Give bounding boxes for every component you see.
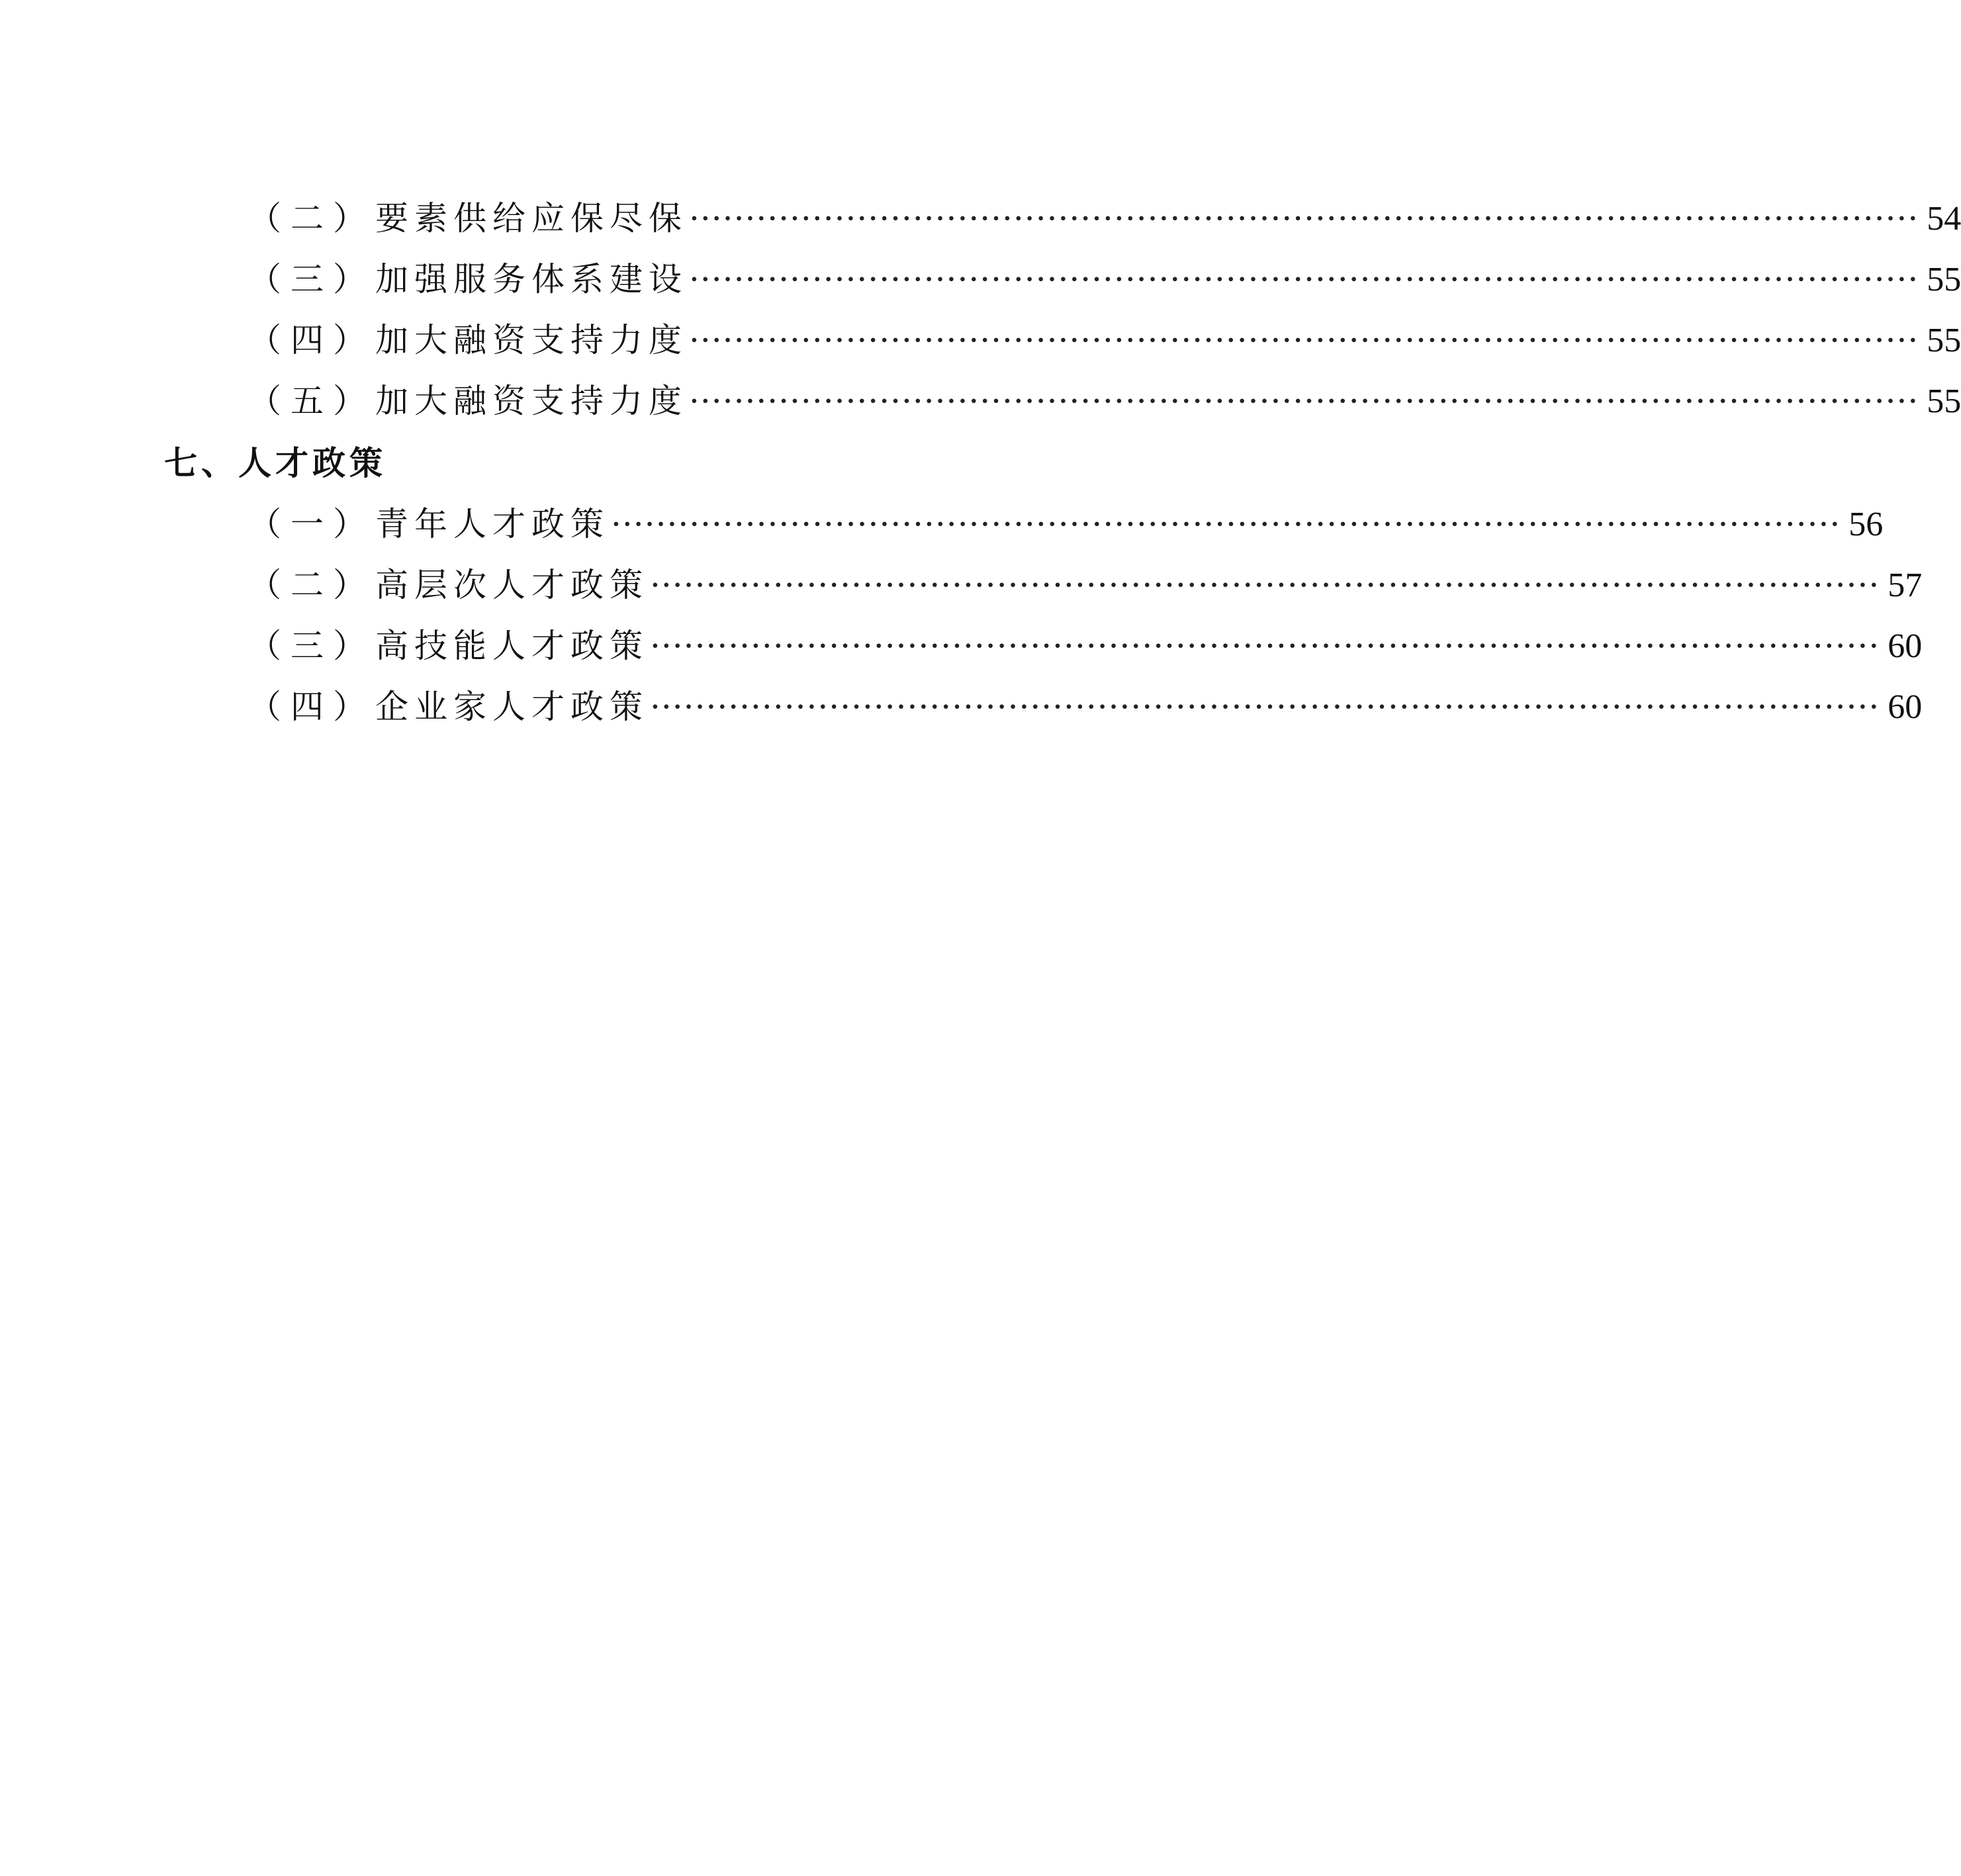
dot-leader: ·············································································································· <box>611 505 1841 543</box>
toc-entry-title: 加大融资支持力度 <box>375 321 688 359</box>
toc-entry-number: （三） <box>248 260 375 298</box>
toc-entry-number: （五） <box>248 382 375 420</box>
dot-leader: ·············································································································· <box>650 566 1880 604</box>
dot-leader: ·············································································································· <box>689 321 1919 359</box>
toc-entry-title: 高层次人才政策 <box>375 566 649 604</box>
toc-entry-title: 高技能人才政策 <box>375 627 649 665</box>
toc-entry[interactable] <box>248 195 1961 242</box>
toc-page-number: 60 <box>1888 627 1923 665</box>
toc-entry-number: （四） <box>248 688 375 726</box>
toc-entry-title: 青年人才政策 <box>375 505 610 543</box>
toc-page-number: 57 <box>1888 566 1923 604</box>
toc-page-number: 55 <box>1927 261 1961 298</box>
toc-page-number: 55 <box>1927 322 1961 359</box>
dot-leader: ·············································································································· <box>650 688 1880 726</box>
toc-entry[interactable] <box>248 500 1884 548</box>
toc-page-number: 56 <box>1848 506 1884 543</box>
dot-leader: ·············································································································· <box>689 382 1919 420</box>
toc-entry[interactable] <box>248 561 1923 609</box>
toc-page-number: 55 <box>1927 382 1961 420</box>
toc-entry-title: 加大融资支持力度 <box>375 382 688 420</box>
toc-page-number: 54 <box>1927 200 1961 238</box>
dot-leader: ·············································································································· <box>689 199 1919 238</box>
toc-entry[interactable] <box>248 255 1961 303</box>
toc-entry-number: （一） <box>248 505 375 543</box>
toc-page-number: 60 <box>1888 688 1923 726</box>
section-heading[interactable]: 七、人才政策 <box>164 444 387 482</box>
toc-entry-number: （二） <box>248 199 375 238</box>
toc-entry-title: 要素供给应保尽保 <box>375 199 688 238</box>
toc-entry-number: （二） <box>248 566 375 604</box>
toc-entry-title: 加强服务体系建设 <box>375 260 688 298</box>
toc-entry-title: 企业家人才政策 <box>375 688 649 726</box>
toc-entry-number: （四） <box>248 321 375 359</box>
toc-entry[interactable] <box>248 622 1923 670</box>
toc-entry-number: （三） <box>248 627 375 665</box>
dot-leader: ·············································································································· <box>650 627 1880 665</box>
toc-entry[interactable] <box>248 377 1961 425</box>
dot-leader: ·············································································································· <box>689 260 1919 298</box>
toc-entry[interactable] <box>248 316 1961 364</box>
toc-entry[interactable] <box>248 683 1923 731</box>
